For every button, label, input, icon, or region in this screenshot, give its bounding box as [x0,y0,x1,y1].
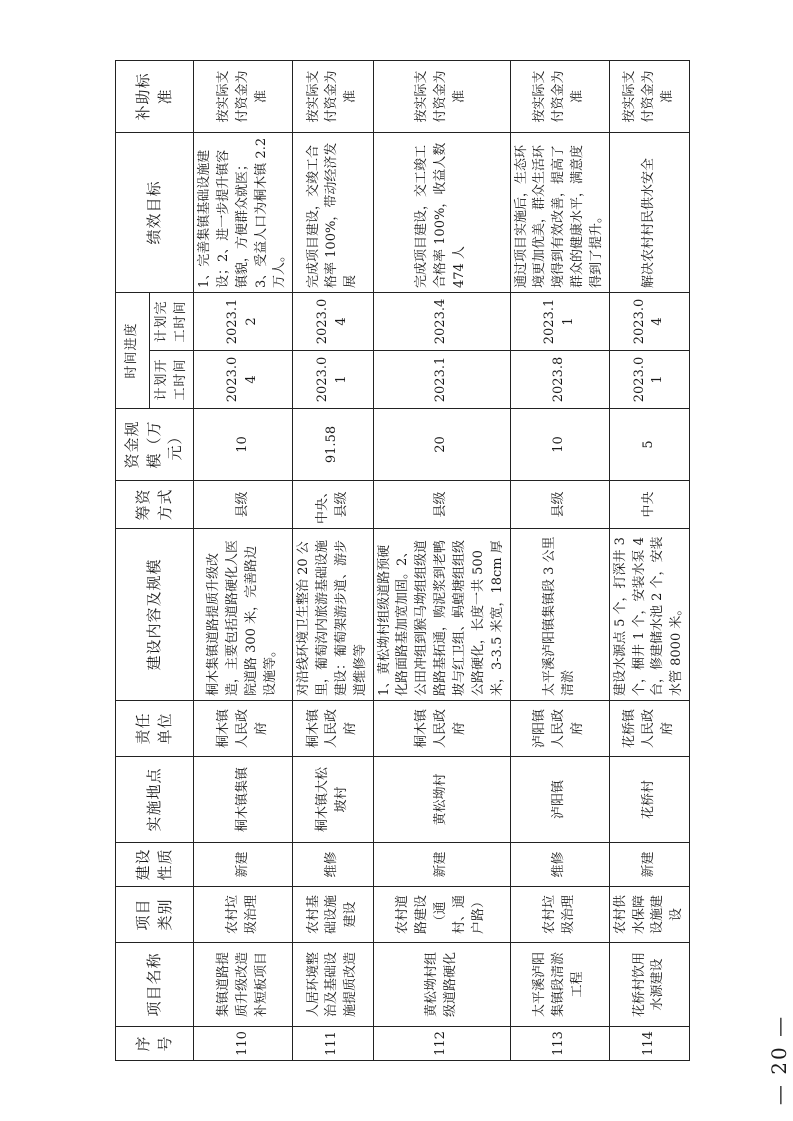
cell-category: 农村道路建设（通村、通户路） [373,886,510,942]
cell-amount: 20 [373,408,510,480]
cell-location: 黄松坳村 [373,756,510,842]
cell-start: 2023.04 [193,350,292,408]
cell-category: 农村垃圾治理 [193,886,292,942]
cell-category: 农村基础设施建设 [292,886,372,942]
cell-unit: 泸阳镇人民政府 [510,700,609,756]
cell-end: 2023.11 [510,292,609,350]
cell-goal: 1、完善集镇基础设施建设；2、进一步提升镇容镇貌，方便群众就医；3、受益人口为桐木镇 2.2 万人。 [193,132,292,292]
cell-seq: 113 [510,1026,609,1060]
cell-subsidy: 按实际支付资金为准 [373,60,510,132]
cell-amount: 91.58 [292,408,372,480]
cell-content: 建设水源点 5 个，打深井 3 个，梱井 1 个，安装水泵 4 台，修建储水池 2 个，安装水管 8000 米。 [609,528,689,700]
cell-subsidy: 按实际支付资金为准 [510,60,609,132]
header-content: 建设内容及规模 [115,528,193,700]
cell-seq: 111 [292,1026,372,1060]
cell-location: 桐木镇集镇 [193,756,292,842]
cell-location: 泸阳镇 [510,756,609,842]
header-location: 实施地点 [115,756,193,842]
cell-content: 太平溪泸阳镇集镇段 3 公里清淤 [510,528,609,700]
header-seq: 序号 [115,1026,193,1060]
cell-seq: 114 [609,1026,689,1060]
cell-end: 2023.12 [193,292,292,350]
cell-nature: 新建 [609,842,689,886]
cell-unit: 花桥镇人民政府 [609,700,689,756]
cell-nature: 维修 [292,842,372,886]
cell-start: 2023.8 [510,350,609,408]
header-category: 项目类别 [115,886,193,942]
header-unit: 责任单位 [115,700,193,756]
cell-subsidy: 按实际支付资金为准 [193,60,292,132]
cell-category: 农村供水保障设施建设 [609,886,689,942]
cell-start: 2023.1 [373,350,510,408]
cell-content: 1、黄松坳村组级道路预硬化路面路基加宽加固。2、公田冲组到猴马坳组组级道路路基拓通，购泥浆到老鸭坡与红卫组、蚂蝗塘组组级公路硬化，长度一共 500 米，3-3.5 米宽，18cm 厚 [373,528,510,700]
table-row [510,60,609,1060]
header-end: 计划完工时间 [149,292,193,350]
cell-funding: 县级 [373,480,510,528]
cell-name: 黄松坳村组级道路硬化 [373,942,510,1026]
cell-subsidy: 按实际支付资金为准 [292,60,372,132]
cell-category: 农村垃圾治理 [510,886,609,942]
cell-funding: 中央 [609,480,689,528]
header-goal: 绩效目标 [115,132,193,292]
cell-amount: 10 [193,408,292,480]
header-schedule: 时间进度 [115,292,149,408]
cell-name: 太平溪泸阳集镇段清淤工程 [510,942,609,1026]
cell-name: 人居环境整治及基础设施提质改造 [292,942,372,1026]
cell-seq: 112 [373,1026,510,1060]
cell-end: 2023.4 [373,292,510,350]
cell-nature: 新建 [373,842,510,886]
header-start: 计划开工时间 [149,350,193,408]
cell-amount: 10 [510,408,609,480]
cell-nature: 新建 [193,842,292,886]
header-row [115,60,149,1060]
cell-subsidy: 按实际支付资金为准 [609,60,689,132]
page-number-container [767,1014,791,1106]
cell-funding: 县级 [193,480,292,528]
cell-unit: 桐木镇人民政府 [373,700,510,756]
cell-goal: 完成项目建设，交竣工合格率 100%，带动经济发展 [292,132,372,292]
cell-end: 2023.04 [292,292,372,350]
project-table [115,59,690,1060]
header-subsidy: 补助标准 [115,60,193,132]
cell-end: 2023.04 [609,292,689,350]
cell-amount: 5 [609,408,689,480]
cell-funding: 县级 [510,480,609,528]
header-funding: 筹资方式 [115,480,193,528]
cell-goal: 通过项目实施后，生态环境更加优美，群众生活环境得到有效改善，提高了群众的健康水平，满意度得到了提升。 [510,132,609,292]
header-amount: 资金规模（万元） [115,408,193,480]
table-row [193,60,292,1060]
cell-unit: 桐木镇人民政府 [193,700,292,756]
cell-nature: 维修 [510,842,609,886]
cell-location: 花桥村 [609,756,689,842]
cell-name: 花桥村饮用水源建设 [609,942,689,1026]
cell-location: 桐木镇大松坡村 [292,756,372,842]
cell-funding: 中央、县级 [292,480,372,528]
cell-start: 2023.01 [609,350,689,408]
header-name: 项目名称 [115,942,193,1026]
table-row [609,60,689,1060]
rotated-table-wrapper [115,61,684,1061]
table-row [292,60,372,1060]
page-number: — 20 — [767,1014,791,1106]
cell-content: 对沿线环境卫生整治 20 公里，葡萄沟内旅游基础设施建设：葡萄架游步道、游步道维修等 [292,528,372,700]
cell-start: 2023.01 [292,350,372,408]
cell-goal: 完成项目建设，交工竣工合格率 100%，收益人数 474 人 [373,132,510,292]
cell-content: 桐木集镇道路提质升级改造，主要包括道路硬化人医院道路 300 米，完善路边设施等。 [193,528,292,700]
header-nature: 建设性质 [115,842,193,886]
cell-goal: 解决农村村民供水安全 [609,132,689,292]
cell-unit: 桐木镇人民政府 [292,700,372,756]
table-row [373,60,510,1060]
cell-seq: 110 [193,1026,292,1060]
cell-name: 集镇道路提质升级改造补短板项目 [193,942,292,1026]
